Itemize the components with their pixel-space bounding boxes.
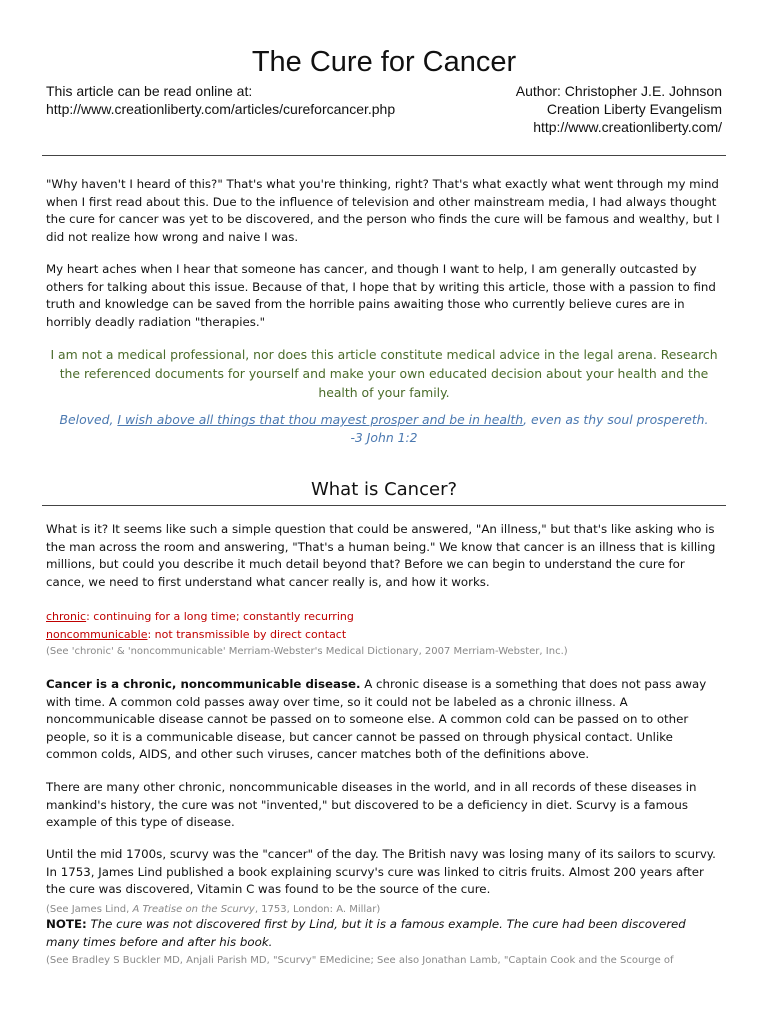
definition-source: (See 'chronic' & 'noncommunicable' Merriam-Webster's Medical Dictionary, 2007 Merriam-Webster, Inc.): [46, 646, 568, 658]
verse-pre: Beloved,: [59, 412, 118, 427]
section-paragraph-1: What is it? It seems like such a simple question that could be answered, "An illness," but that's like asking who is the man across the room and answering, "That's a human being." We know that cancer is an illness that is killing millions, but could you describe it much detail beyond that? Before we can begin to understand the cure for cance, we need to first understand what cancer really is, and how it works.: [46, 522, 716, 589]
disclaimer: I am not a medical professional, nor does this article constitute medical advice in the legal arena. Research the referenced documents for yourself and make your own educated decision about your health and the health of your family.: [50, 347, 718, 400]
def-text-chronic: : continuing for a long time; constantly recurring: [86, 610, 354, 623]
def-term-chronic[interactable]: chronic: [46, 610, 87, 623]
section-paragraph-2: [46, 676, 722, 764]
note-text: The cure was not discovered first by Lind, but it is a famous example. The cure had been discovered many times before and after his book.: [46, 917, 686, 949]
author-line: Author: Christopher J.E. Johnson: [515, 83, 722, 99]
p4-src-post: , 1753, London: A. Millar): [254, 904, 381, 915]
article-url[interactable]: http://www.creationliberty.com/articles/cureforcancer.php: [46, 101, 396, 117]
definition-noncommunicable: [46, 626, 722, 644]
def-text-noncommunicable: : not transmissible by direct contact: [147, 627, 347, 641]
divider-top: [42, 155, 726, 156]
header-left: [46, 82, 395, 118]
def-term-noncommunicable[interactable]: noncommunicable: [46, 627, 148, 641]
verse-reference: -3 John 1:2: [350, 430, 418, 445]
verse-post: , even as thy soul prospereth.: [523, 412, 709, 427]
note: [46, 916, 722, 951]
section-paragraph-4: Until the mid 1700s, scurvy was the "cancer" of the day. The British navy was losing many of its sailors to scurvy. In 1753, James Lind published a book explaining scurvy's cure was linked to citris fruits. Almost 200 years after the cure was discovered, Vitamin C was found to be the source of the cure.: [46, 847, 716, 897]
section-heading: What is Cancer?: [310, 479, 458, 500]
read-online-text: This article can be read online at:: [46, 83, 253, 99]
page-title: The Cure for Cancer: [251, 46, 517, 78]
divider-section: [42, 505, 726, 506]
header-right: [516, 82, 722, 136]
verse: [46, 411, 722, 447]
final-source: (See Bradley S Buckler MD, Anjali Parish MD, "Scurvy" EMedicine; See also Jonathan Lamb, "Captain Cook and the Scourge of: [46, 955, 674, 966]
section-paragraph-3: There are many other chronic, noncommunicable diseases in the world, and in all records of these diseases in mankind's history, the cure was not "invented," but discovered to be a deficiency in diet. Scurvy is a famous example of this type of disease.: [46, 780, 697, 830]
site-url[interactable]: http://www.creationliberty.com/: [533, 119, 722, 135]
definitions: [46, 608, 722, 661]
note-label: NOTE:: [46, 917, 87, 931]
p2-bold: Cancer is a chronic, noncommunicable disease.: [46, 677, 361, 691]
p4-src-title: A Treatise on the Scurvy: [132, 904, 255, 915]
p2-rest: A chronic disease is a something that does not pass away with time. A common cold passes away over time, so it could not be labeled as a chronic illness. A noncommunicable disease cannot be passed on to someone else. A common cold can be passed on to other people, so it is a communicable disease, but cancer cannot be passed on through physical contact. Unlike common colds, AIDS, and other such viruses, cancer matches both of the definitions above.: [46, 677, 707, 762]
intro-paragraph-1: "Why haven't I heard of this?" That's what you're thinking, right? That's what exactly what went through my mind when I first read about this. Due to the influence of television and other mainstream media, I had always thought the cure for cancer was yet to be discovered, and the person who finds the cure will be famous and wealthy, but I did not realize how wrong and naive I was.: [46, 177, 720, 244]
intro-paragraph-2: My heart aches when I hear that someone has cancer, and though I want to help, I am generally outcasted by others for talking about this issue. Because of that, I hope that by writing this article, those with a passion to find truth and knowledge can be saved from the horrible pains awaiting those who currently believe cures are in horribly deadly radiation "therapies.": [46, 262, 716, 329]
org-line: Creation Liberty Evangelism: [546, 101, 722, 117]
definition-chronic: [46, 608, 722, 626]
verse-link[interactable]: I wish above all things that thou mayest prosper and be in health: [117, 412, 524, 427]
p4-src-pre: (See James Lind,: [46, 904, 133, 915]
